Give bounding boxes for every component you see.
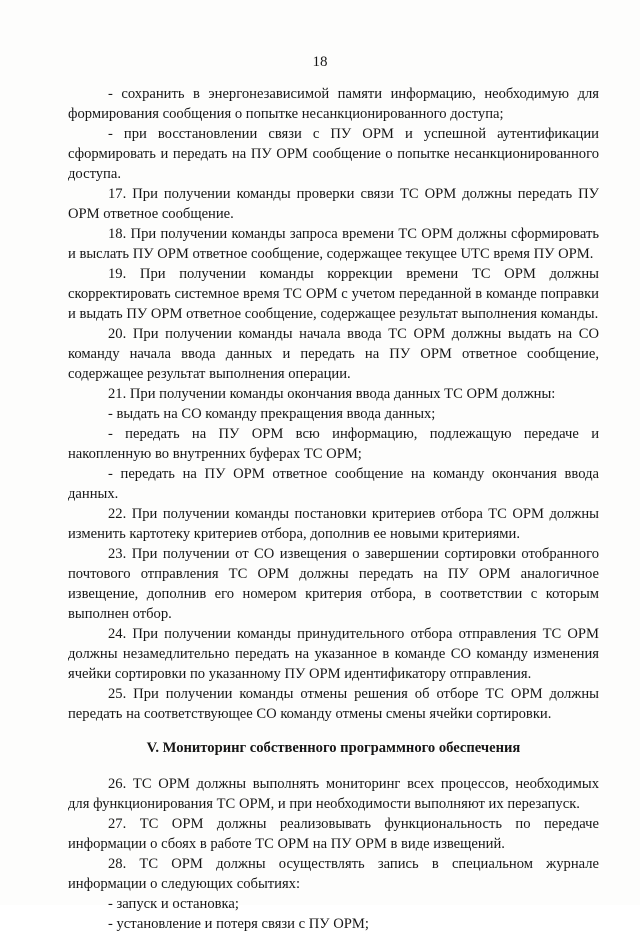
paragraph: - при восстановлении связи с ПУ ОРМ и успешной аутентификации сформировать и передать на ПУ ОРМ сообщение о попытке несанкционированного доступа. — [68, 126, 599, 182]
paragraph: 28. ТС ОРМ должны осуществлять запись в специальном журнале информации о следующих событиях: — [68, 856, 599, 892]
paragraph: 25. При получении команды отмены решения об отборе ТС ОРМ должны передать на соответствующее СО команду отмены смены ячейки сортировки. — [68, 686, 599, 722]
paragraph: 22. При получении команды постановки критериев отбора ТС ОРМ должны изменить картотеку критериев отбора, дополнив ее новыми критериями. — [68, 506, 599, 542]
section-heading: V. Мониторинг собственного программного обеспечения — [146, 740, 521, 756]
paragraph: - сохранить в энергонезависимой памяти информацию, необходимую для формирования сообщения о попытке несанкционированного доступа; — [68, 86, 599, 122]
paragraph: - передать на ПУ ОРМ всю информацию, подлежащую передаче и накопленную во внутренних буферах ТС ОРМ; — [68, 426, 599, 462]
paragraph: - установление и потеря связи с ПУ ОРМ; — [108, 916, 369, 932]
paragraph: 23. При получении от СО извещения о завершении сортировки отобранного почтового отправления ТС ОРМ должны передать на ПУ ОРМ аналогичное извещение, дополнив его номером критерия отбора, в соответствии с которым выполнен отбор. — [68, 546, 599, 622]
paragraph: 20. При получении команды начала ввода ТС ОРМ должны выдать на СО команду начала ввода данных и передать на ПУ ОРМ ответное сообщение, содержащее результат выполнения операции. — [68, 326, 599, 382]
paragraph: 18. При получении команды запроса времени ТС ОРМ должны сформировать и выслать ПУ ОРМ ответное сообщение, содержащее текущее UTC время ПУ ОРМ. — [68, 226, 599, 262]
paragraph: - запуск и остановка; — [108, 896, 239, 912]
paragraph: - выдать на СО команду прекращения ввода данных; — [108, 406, 436, 422]
document-body — [68, 84, 599, 934]
paragraph: - передать на ПУ ОРМ ответное сообщение на команду окончания ввода данных. — [68, 466, 599, 502]
paragraph: 21. При получении команды окончания ввода данных ТС ОРМ должны: — [108, 386, 556, 402]
paragraph: 19. При получении команды коррекции времени ТС ОРМ должны скорректировать системное время ТС ОРМ с учетом переданной в команде поправки и выдать ПУ ОРМ ответное сообщение, содержащее результат выполнения команды. — [68, 266, 599, 322]
page-number: 18 — [312, 54, 328, 70]
paragraph: 26. ТС ОРМ должны выполнять мониторинг всех процессов, необходимых для функционирования ТС ОРМ, и при необходимости выполняют их перезапуск. — [68, 776, 599, 812]
paragraph: 27. ТС ОРМ должны реализовывать функциональность по передаче информации о сбоях в работе ТС ОРМ на ПУ ОРМ в виде извещений. — [68, 816, 599, 852]
paragraph: 17. При получении команды проверки связи ТС ОРМ должны передать ПУ ОРМ ответное сообщение. — [68, 186, 599, 222]
paragraph: 24. При получении команды принудительного отбора отправления ТС ОРМ должны незамедлительно передать на указанное в команде СО команду изменения ячейки сортировки по указанному ПУ ОРМ идентификатору отправления. — [68, 626, 599, 682]
